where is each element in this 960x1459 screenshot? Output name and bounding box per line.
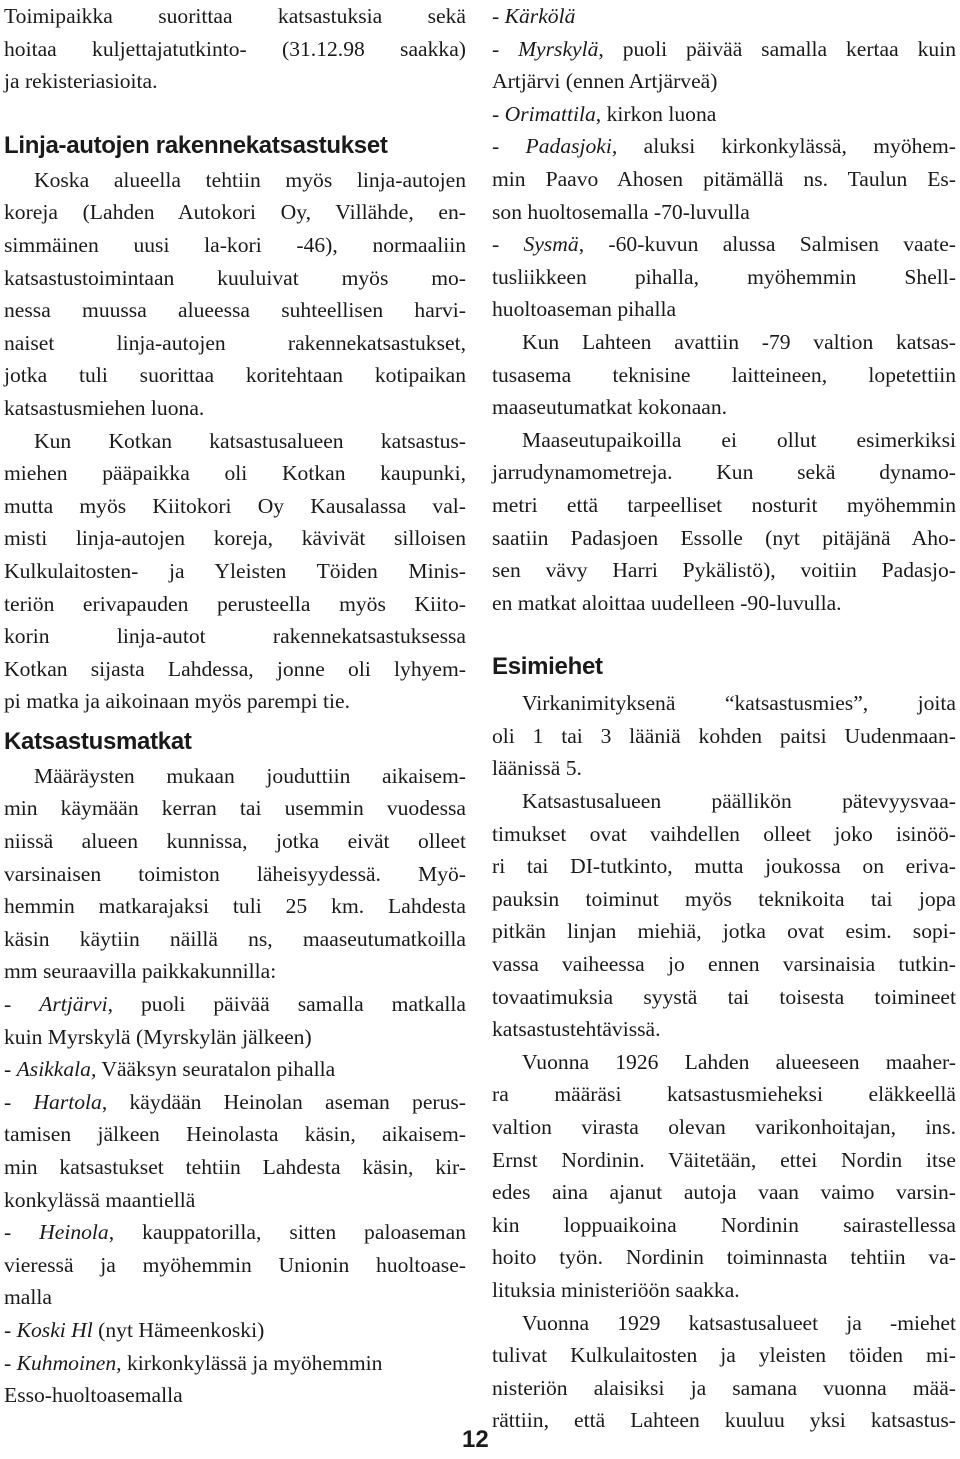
text-line: korin linja-autot rakennekatsastuksessa <box>4 624 466 649</box>
text-line: oli 1 tai 3 lääniä kohden paitsi Uudenmaan- <box>492 723 956 748</box>
text-line: Määräysten mukaan jouduttiin aikaisem- <box>34 763 466 788</box>
section-heading-katsastusmatkat: Katsastusmatkat <box>4 727 192 755</box>
text-line: jotka tuli suorittaa koritehtaan kotipaikan <box>4 363 466 388</box>
paragraph-rakenne-2 <box>4 425 466 718</box>
text-line: teriön erivapauden perusteella myös Kiito- <box>4 591 466 616</box>
text-line: tusasema teknisine laitteineen, lopetettiin <box>492 362 956 387</box>
paragraph-esimiehet-3 <box>492 1046 956 1307</box>
right-column <box>492 0 956 1437</box>
place-name: Koski Hl <box>16 1317 93 1342</box>
paragraph-katsastusmatkat <box>4 760 466 988</box>
text-line: Koska alueella tehtiin myös linja-autojen <box>34 167 466 192</box>
text-line: Kulkulaitosten- ja Yleisten Töiden Minis- <box>4 558 466 583</box>
text-line: niissä alueen kunnissa, jotka eivät olleet <box>4 829 466 854</box>
place-name: Asikkala, <box>16 1057 97 1082</box>
text-line: varsinaisen toimiston läheisyydessä. Myö- <box>4 861 466 886</box>
list-item: - Kuhmoinen, kirkonkylässä ja myöhemmin <box>4 1350 383 1375</box>
paragraph-esimiehet-1 <box>492 687 956 785</box>
text-line: Katsastusalueen päällikön pätevyysvaa- <box>522 789 956 814</box>
list-item: - Asikkala, Vääksyn seuratalon pihalla <box>4 1057 336 1082</box>
text-line: miehen pääpaikka oli Kotkan kaupunki, <box>4 461 466 486</box>
text-line: nisteriön alaisiksi ja samana vuonna mää- <box>492 1375 956 1400</box>
text-line: naiset linja-autojen rakennekatsastukset, <box>4 330 466 355</box>
text-line: hoitaa kuljettajatutkinto- (31.12.98 saakka) <box>4 36 466 61</box>
place-list-left <box>4 988 466 1412</box>
place-name: Sysmä <box>523 232 579 257</box>
place-name: Kuhmoinen, <box>16 1350 122 1375</box>
text-line: Kotkan sijasta Lahdessa, jonne oli lyhyem- <box>4 656 466 681</box>
paragraph-rakenne-1 <box>4 164 466 425</box>
paragraph-esimiehet-4 <box>492 1307 956 1437</box>
text-line: käsin käytiin näillä ns, maaseutumatkoilla <box>4 926 466 951</box>
text-line: maaseutumatkat kokonaan. <box>492 395 728 420</box>
section-heading-esimiehet: Esimiehet <box>492 653 603 681</box>
place-name: Orimattila <box>504 101 596 126</box>
text-line: timukset ovat vaihdellen olleet joko isinöö- <box>492 821 956 846</box>
text-line: katsastusmiehen luona. <box>4 395 205 420</box>
text-line: vieressä ja myöhemmin Unionin huoltoase- <box>4 1252 466 1277</box>
text-line: hemmin matkarajaksi tuli 25 km. Lahdesta <box>4 894 466 919</box>
text-line: Vuonna 1929 katsastusalueet ja -miehet <box>522 1310 956 1335</box>
list-item: - Koski Hl (nyt Hämeenkoski) <box>4 1317 265 1342</box>
page-number: 12 <box>462 1426 489 1453</box>
text-line: pitkän linjan miehiä, jotka ovat esim. sopi- <box>492 919 956 944</box>
text-line: min Paavo Ahosen pitämällä ns. Taulun Es- <box>492 166 956 191</box>
text-line: Esso-huoltoasemalla <box>4 1383 183 1408</box>
text-line: nessa muussa alueessa suhteellisen harvi- <box>4 298 466 323</box>
left-column <box>4 0 466 1412</box>
text-line: edes aina ajanut autoja vaan vaimo varsin- <box>492 1180 956 1205</box>
text-line: konkylässä maantiellä <box>4 1187 196 1212</box>
text-line: Kun Kotkan katsastusalueen katsastus- <box>34 428 466 453</box>
text-line: Maaseutupaikoilla ei ollut esimerkiksi <box>522 427 956 452</box>
text-line: tusliikkeen pihalla, myöhemmin Shell- <box>492 264 956 289</box>
list-item: - Sysmä, -60-kuvun alussa Salmisen vaate- <box>492 232 957 257</box>
place-name: Kärkölä <box>504 4 576 28</box>
list-item: - Orimattila, kirkon luona <box>492 101 717 126</box>
text-line: saatiin Padasjoen Essolle (nyt pitäjänä Aho- <box>492 525 956 550</box>
text-line: läänissä 5. <box>492 756 582 781</box>
text-line: min katsastukset tehtiin Lahdesta käsin, kir- <box>4 1155 466 1179</box>
text-line: ja rekisteriasioita. <box>4 69 158 94</box>
text-line: kuin Myrskylä (Myrskylän jälkeen) <box>4 1024 312 1049</box>
text-line: katsastustehtävissä. <box>492 1017 661 1042</box>
text-line: tamisen jälkeen Heinolasta käsin, aikaisem- <box>4 1122 466 1147</box>
list-item: - Kärkölä <box>492 4 576 28</box>
text-line: mm seuraavilla paikkakunnilla: <box>4 959 277 984</box>
text-line: ri tai DI-tutkinto, mutta joukossa on eriva- <box>492 854 956 879</box>
section-heading-rakennekatsastukset: Linja-autojen rakennekatsastukset <box>4 131 388 159</box>
place-name: Padasjoki, <box>525 134 618 159</box>
text-line: son huoltosemalla -70-luvulla <box>492 199 750 224</box>
text-line: valtion virasta olevan varikonhoitajan, ins. <box>492 1115 956 1139</box>
text-line: jarrudynamometreja. Kun sekä dynamo- <box>492 460 956 485</box>
paragraph-lahti <box>492 326 956 424</box>
text-line: katsastustoimintaan kuuluivat myös mo- <box>4 265 466 290</box>
place-name: Heinola <box>39 1220 109 1245</box>
text-line: pauksin toiminut myös teknikoita tai jopa <box>492 886 956 911</box>
text-line: koreja (Lahden Autokori Oy, Villähde, en- <box>4 200 466 225</box>
text-line: Kun Lahteen avattiin -79 valtion katsas- <box>522 329 956 354</box>
text-line: min käymään kerran tai usemmin vuodessa <box>4 796 466 821</box>
place-name: Myrskylä <box>518 36 599 61</box>
paragraph-maaseutu <box>492 424 956 620</box>
text-line: lituksia ministeriöön saakka. <box>492 1277 740 1302</box>
text-line: Ernst Nordinin. Väitetään, ettei Nordin itse <box>492 1147 956 1172</box>
place-list-right <box>492 0 956 326</box>
paragraph-esimiehet-2 <box>492 785 956 1046</box>
text-line: malla <box>4 1285 52 1310</box>
text-line: Virkanimityksenä “katsastusmies”, joita <box>522 691 956 716</box>
place-name: Hartola <box>33 1089 102 1114</box>
text-line: Vuonna 1926 Lahden alueeseen maaher- <box>522 1049 956 1074</box>
text-line: metri että tarpeelliset nosturit myöhemmin <box>492 492 956 517</box>
list-item: - Heinola, kauppatorilla, sitten paloaseman <box>4 1220 466 1245</box>
text-line: kin loppuaikoina Nordinin sairastellessa <box>492 1212 956 1237</box>
text-line: pi matka ja aikoinaan myös parempi tie. <box>4 689 350 714</box>
text-line: tovaatimuksia syystä tai toisesta toimineet <box>492 984 956 1009</box>
text-line: ra määräsi katsastusmieheksi eläkkeellä <box>492 1082 956 1107</box>
text-line: Artjärvi (ennen Artjärveä) <box>492 69 718 94</box>
text-line: en matkat aloittaa uudelleen -90-luvulla. <box>492 590 842 615</box>
text-line: huoltoaseman pihalla <box>492 297 677 322</box>
text-line: mutta myös Kiitokori Oy Kausalassa val- <box>4 493 466 518</box>
text-line: tulivat Kulkulaitosten ja yleisten töiden mi- <box>492 1343 956 1368</box>
text-line: rättiin, että Lahteen kuuluu yksi katsastus- <box>492 1408 956 1433</box>
intro-paragraph <box>4 0 466 98</box>
list-item: - Artjärvi, puoli päivää samalla matkalla <box>4 992 466 1017</box>
place-name: Artjärvi <box>39 992 108 1017</box>
list-item: - Padasjoki, aluksi kirkonkylässä, myöhem- <box>492 134 956 159</box>
text-line: simmäinen uusi la-kori -46), normaaliin <box>4 232 466 257</box>
list-item: - Myrskylä, puoli päivää samalla kertaa kuin <box>492 36 956 61</box>
text-line: hoito työn. Nordinin toiminnasta tehtiin va- <box>492 1245 956 1270</box>
text-line: sen vävy Harri Pykälistö), voitiin Padasjo- <box>492 558 956 583</box>
list-item: - Hartola, käydään Heinolan aseman perus- <box>4 1089 466 1114</box>
text-line: misti linja-autojen koreja, kävivät silloisen <box>4 526 466 551</box>
text-line: vassa vaiheessa jo ennen varsinaisia tutkin- <box>492 952 956 977</box>
text-line: Toimipaikka suorittaa katsastuksia sekä <box>4 4 466 28</box>
